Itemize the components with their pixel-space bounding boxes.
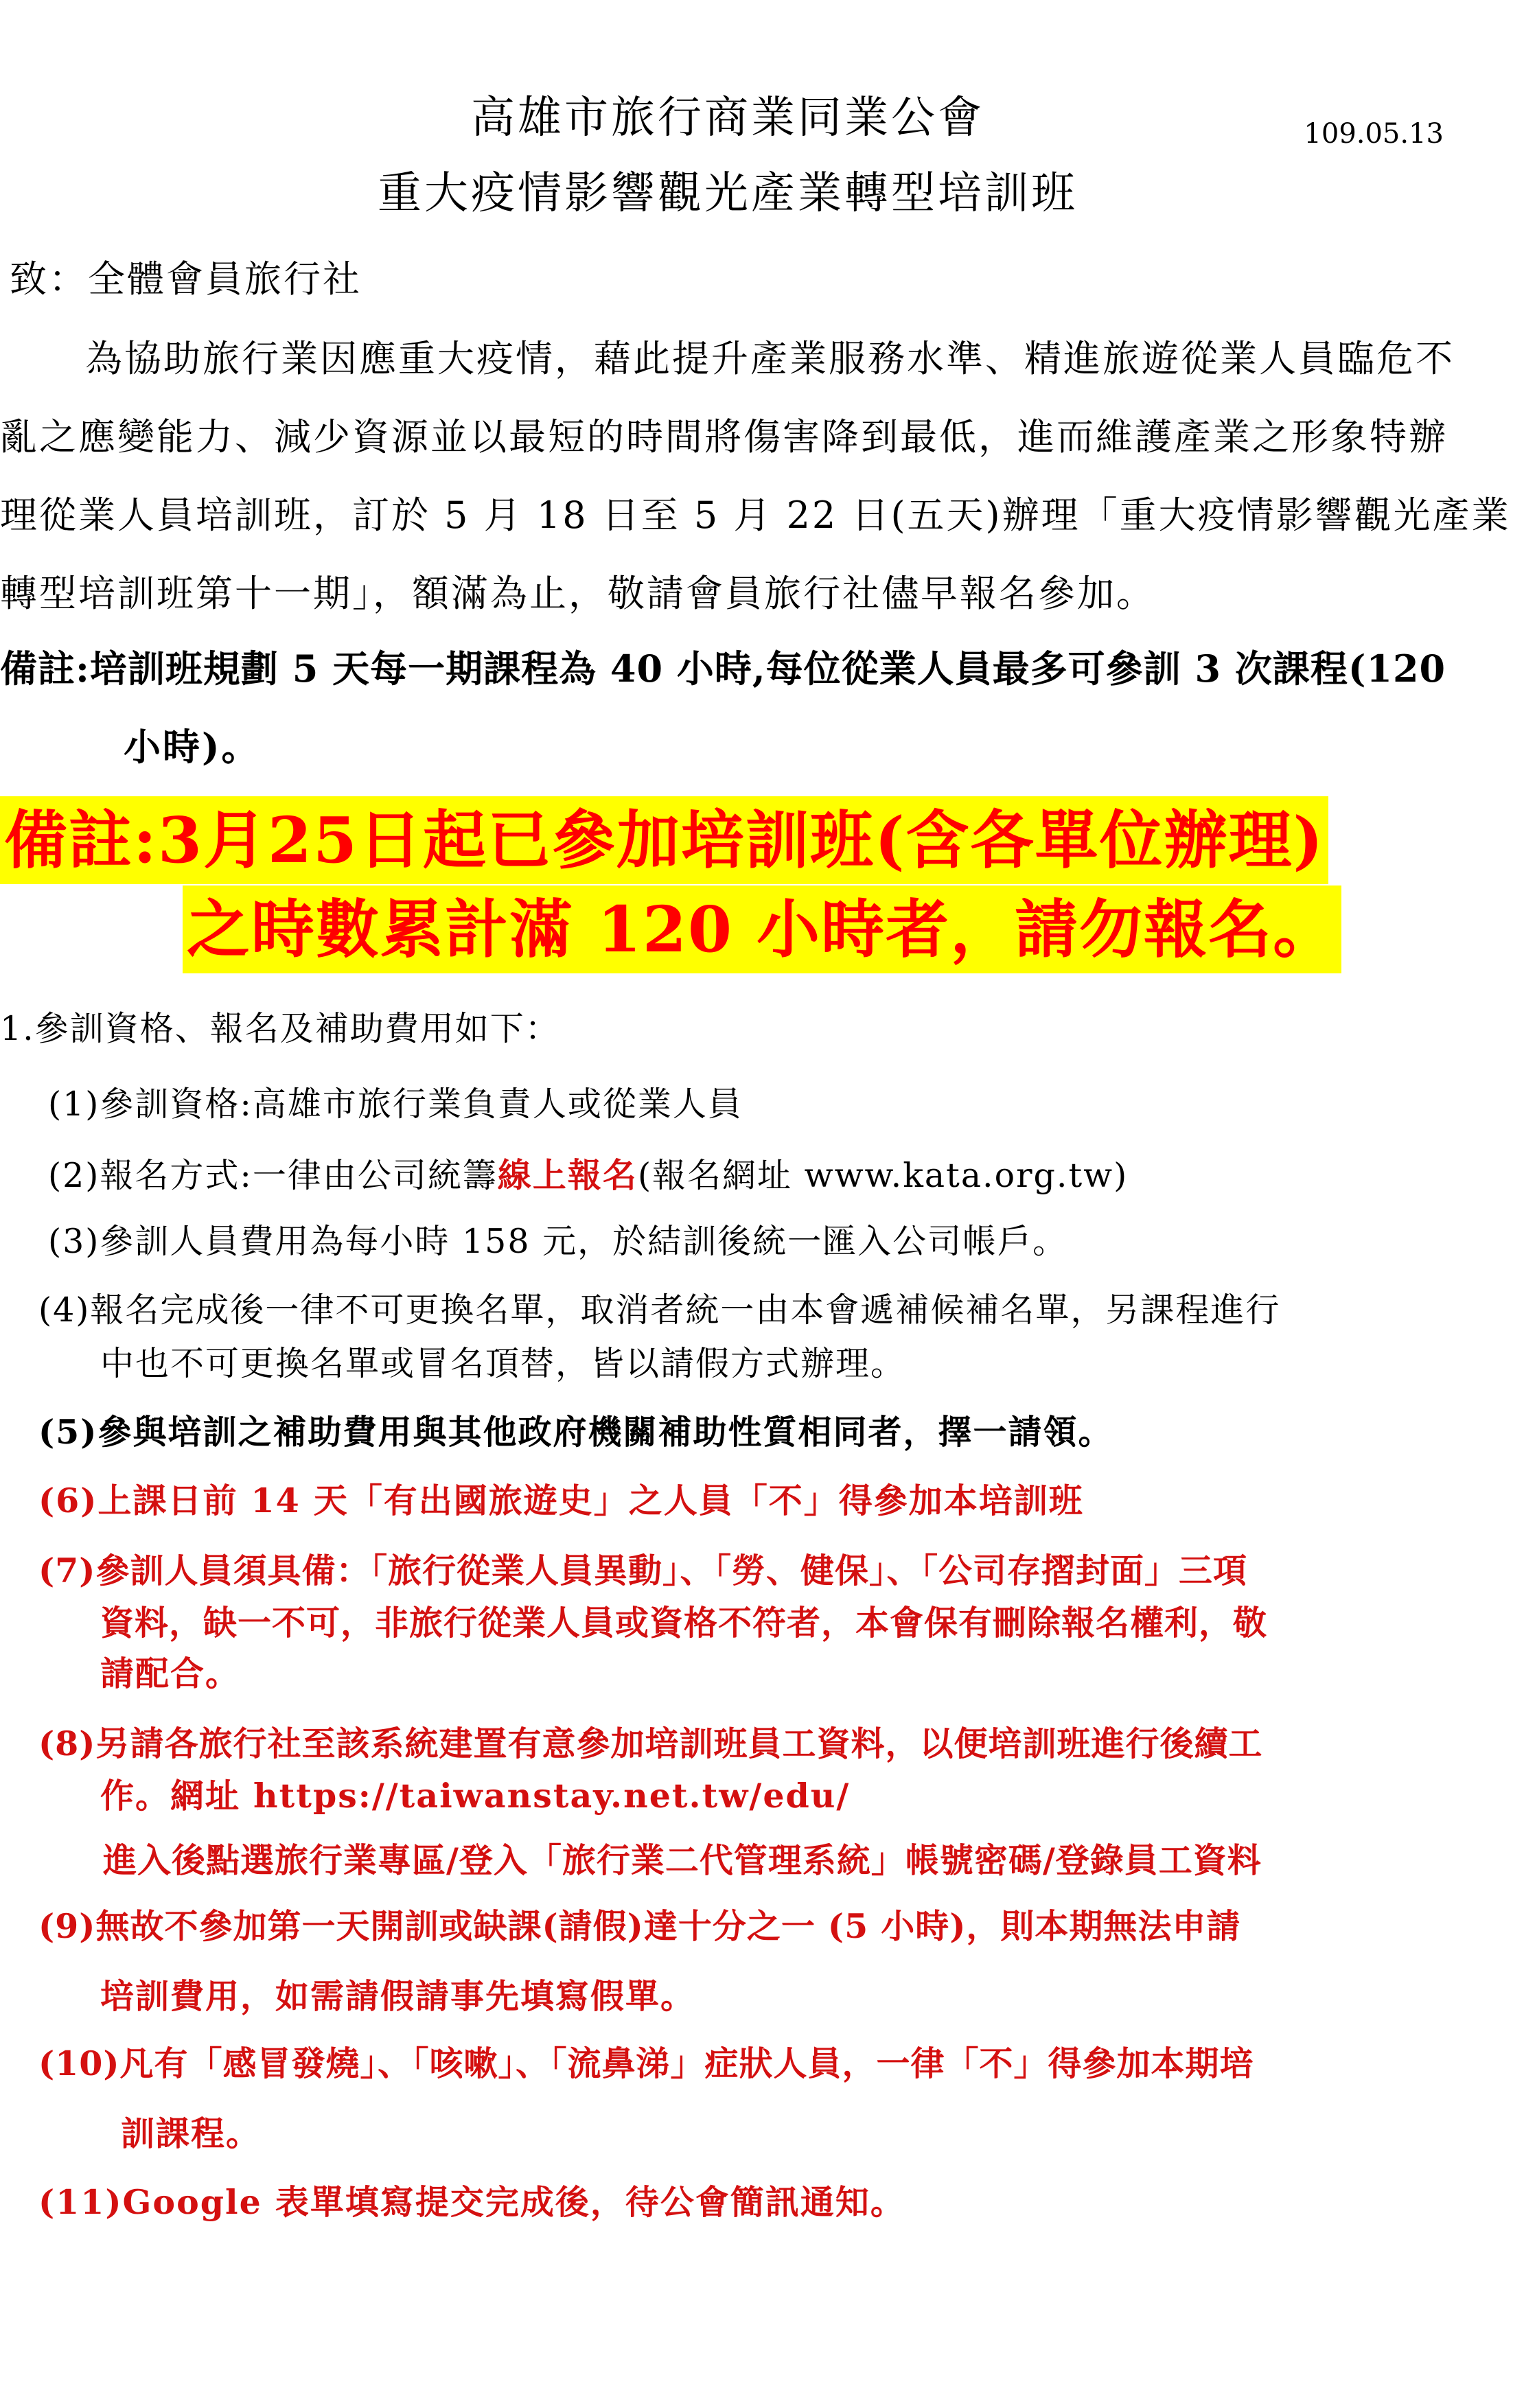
- item-8-line-3: 進入後點選旅行業專區/登入「旅行業二代管理系統」帳號密碼/登錄員工資料: [103, 1840, 1262, 1880]
- document-date: 109.05.13: [1304, 118, 1444, 150]
- item-6: (6)上課日前 14 天「有出國旅遊史」之人員「不」得參加本培訓班: [38, 1481, 1084, 1520]
- item-7-line-1: (7)參訓人員須具備：「旅行從業人員異動」、「勞、健保」、「公司存摺封面」三項: [38, 1551, 1247, 1590]
- item-2: [48, 1149, 1128, 1197]
- item-9-line-1: (9)無故不參加第一天開訓或缺課(請假)達十分之一 (5 小時)，則本期無法申請: [38, 1906, 1241, 1946]
- intro-line-4: 轉型培訓班第十一期」，額滿為止，敬請會員旅行社儘早報名參加。: [0, 572, 1155, 615]
- item-1: (1)參訓資格:高雄市旅行業負責人或從業人員: [48, 1085, 743, 1124]
- item-3: (3)參訓人員費用為每小時 158 元，於結訓後統一匯入公司帳戶。: [48, 1222, 1068, 1261]
- intro-line-3: 理從業人員培訓班，訂於 5 月 18 日至 5 月 22 日(五天)辦理「重大疫情影響觀光產業: [0, 494, 1511, 537]
- salutation: 致：全體會員旅行社: [10, 257, 362, 301]
- item-7-line-3: 請配合。: [100, 1654, 241, 1693]
- item-9-line-2: 培訓費用，如需請假請事先填寫假單。: [100, 1976, 696, 2016]
- item-2-website: (報名網址 www.kata.org.tw): [637, 1156, 1129, 1195]
- note-1-line-2: 小時)。: [124, 725, 261, 769]
- item-5: (5)參與培訓之補助費用與其他政府機關補助性質相同者，擇一請領。: [38, 1412, 1113, 1452]
- highlight-note-line-1: 備註:3月25日起已參加培訓班(含各單位辦理): [0, 796, 1328, 884]
- item-10-line-1: (10)凡有「感冒發燒」、「咳嗽」、「流鼻涕」症狀人員，一律「不」得參加本期培: [38, 2044, 1254, 2083]
- intro-line-2: 亂之應變能力、減少資源並以最短的時間將傷害降到最低，進而維護產業之形象特辦: [0, 415, 1448, 459]
- intro-line-1: 為協助旅行業因應重大疫情，藉此提升產業服務水準、精進旅遊從業人員臨危不: [85, 337, 1455, 380]
- online-signup-label: 線上報名: [497, 1155, 638, 1195]
- item-2-prefix: (2)報名方式:一律由公司統籌: [48, 1156, 498, 1195]
- item-10-line-2: 訓課程。: [121, 2114, 262, 2153]
- section-1-title: 1.參訓資格、報名及補助費用如下：: [0, 1009, 560, 1048]
- item-4-line-1: (4)報名完成後一律不可更換名單，取消者統一由本會遞補候補名單，另課程進行: [38, 1290, 1281, 1330]
- document-title-line1: 高雄市旅行商業同業公會: [471, 93, 984, 143]
- item-8-line-1: (8)另請各旅行社至該系統建置有意參加培訓班員工資料，以便培訓班進行後續工: [38, 1724, 1263, 1763]
- item-11: (11)Google 表單填寫提交完成後，待公會簡訊通知。: [38, 2182, 905, 2222]
- document-title-line2: 重大疫情影響觀光產業轉型培訓班: [378, 168, 1078, 219]
- highlight-note-line-2: 之時數累計滿 120 小時者，請勿報名。: [183, 885, 1341, 973]
- item-4-line-2: 中也不可更換名單或冒名頂替，皆以請假方式辦理。: [100, 1344, 906, 1383]
- item-8-line-2: 作。網址 https://taiwanstay.net.tw/edu/: [100, 1776, 851, 1816]
- item-7-line-2: 資料，缺一不可，非旅行從業人員或資格不符者，本會保有刪除報名權利，敬: [100, 1603, 1268, 1643]
- note-1-line-1: 備註:培訓班規劃 5 天每一期課程為 40 小時,每位從業人員最多可參訓 3 次課程(120: [0, 647, 1446, 691]
